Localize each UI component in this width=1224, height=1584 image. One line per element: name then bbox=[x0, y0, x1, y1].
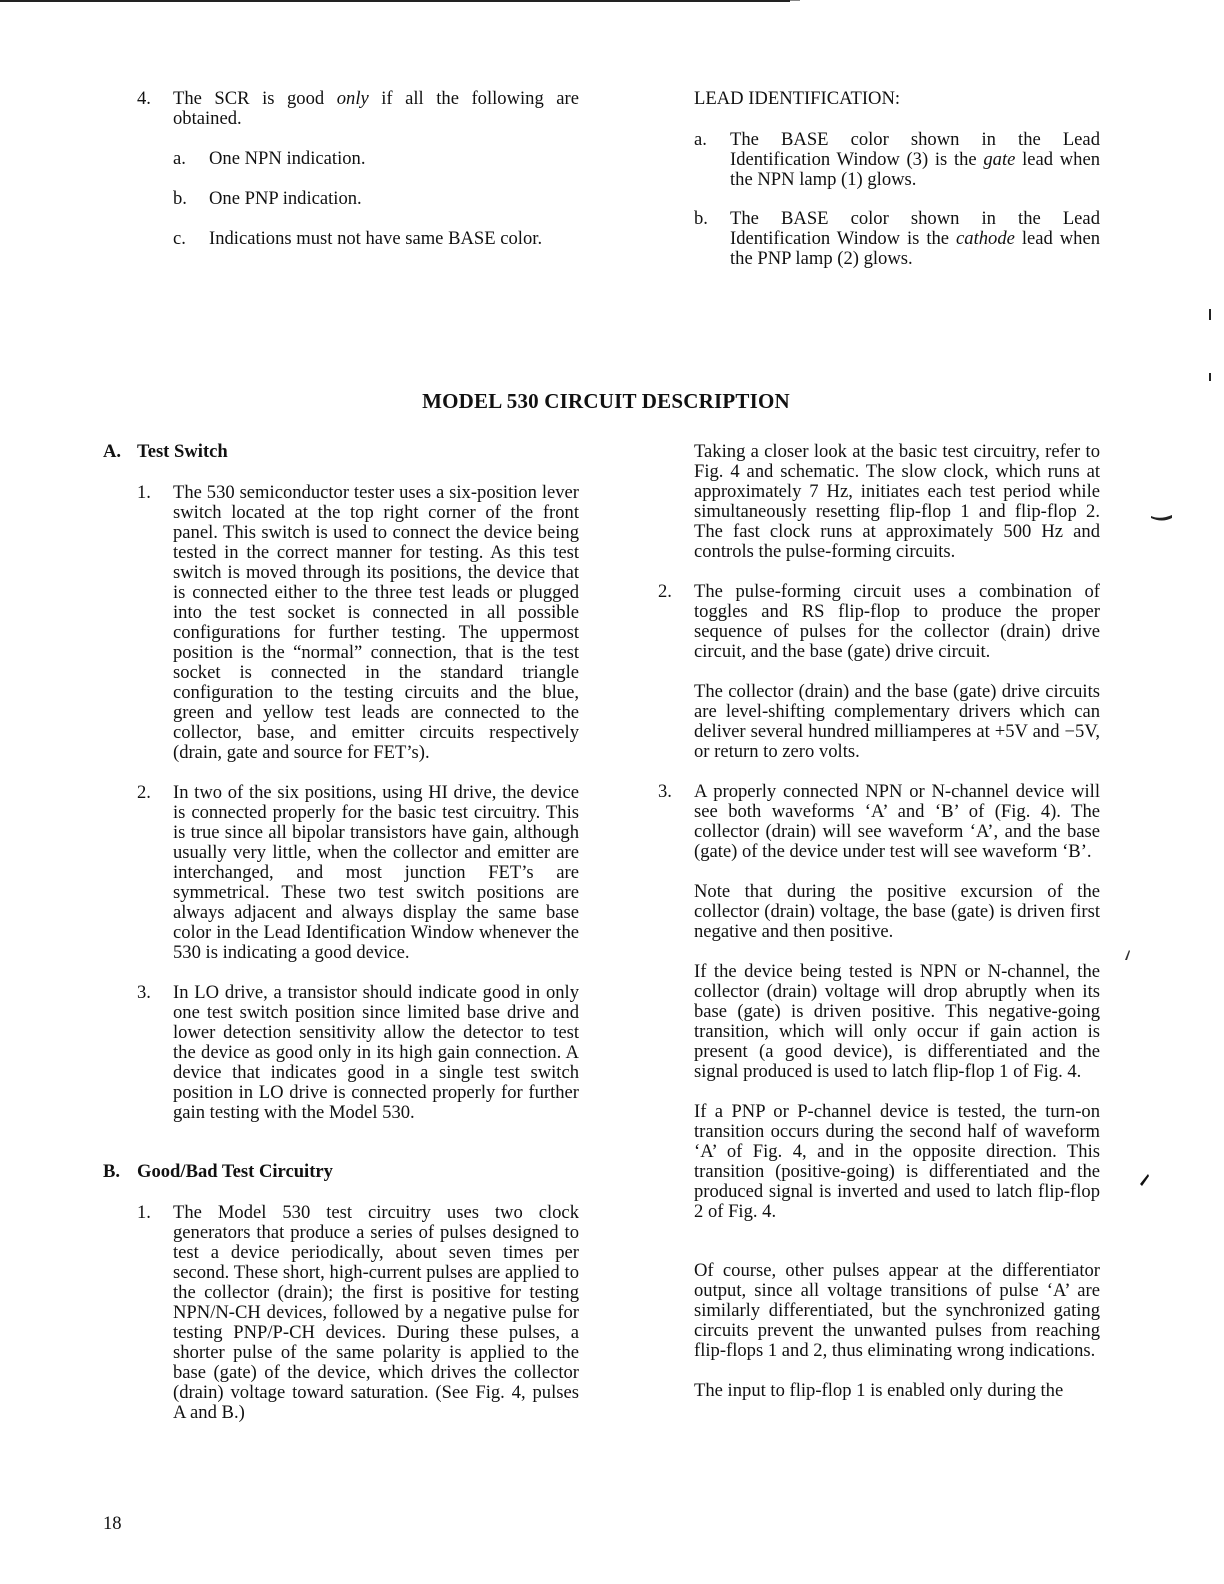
differentiator-paragraph: Of course, other pulses appear at the differentiator output, since all voltage transitions of pulse ‘A’ are similarly differentiated, but the synchronized gating circuits prevent the unwanted pulses from reaching flip-flops 1 and 2, thus eliminating wrong indications. bbox=[694, 1260, 1100, 1361]
scan-mark bbox=[1122, 948, 1132, 964]
scr-item-4 bbox=[137, 89, 579, 249]
pnp-paragraph: If a PNP or P-channel device is tested, the turn-on transition occurs during the second half of waveform ‘A’ of Fig. 4, and in the opposite direction. This transition (positive-going) is differentiated and the produced signal is inverted and used to latch flip-flop 2 of Fig. 4. bbox=[694, 1101, 1100, 1222]
right-item-2: 2. The pulse-forming circuit uses a combination of toggles and RS flip-flop to produce the proper sequence of pulses for the collector (drain) drive circuit, and the base (gate) drive circuit. The collector (drain) and the base (gate) drive circuits are level-shifting complementary drivers which can deliver several hundred milliamperes at +5V and −5V, or return to zero volts. bbox=[658, 581, 1100, 762]
right-item-3: 3. A properly connected NPN or N-channel device will see both waveforms ‘A’ and ‘B’ of (Fig. 4). The collector (drain) will see waveform ‘A’, and the base (gate) of the device under test will see waveform ‘B’. Note that during the positive excursion of the collector (drain) voltage, the base (gate) is driven first negative and then positive. If the device being tested is NPN or N-channel, the collector (drain) voltage will drop abruptly when its base (gate) is driven positive. This negative-going transition, which will only occur if gain action is present (a good device), is differentiated and the signal produced is used to latch flip-flop 1 of Fig. 4. If a PNP or P-channel device is tested, the turn-on transition occurs during the second half of waveform ‘A’ of Fig. 4, and in the opposite direction. This transition (positive-going) is differentiated and the produced signal is inverted and used to latch flip-flop 2 of Fig. 4. Of course, other pulses appear at the differentiator output, since all voltage transitions of pulse ‘A’ are similarly differentiated, but the synchronized gating circuits prevent the unwanted pulses from reaching flip-flops 1 and 2, thus eliminating wrong indications. The input to flip-flop 1 is enabled only during the bbox=[658, 781, 1100, 1401]
lead-id-item-b: b. The BASE color shown in the Lead Identification Window is the cathode lead when the PNP lamp (2) glows. bbox=[694, 208, 1101, 269]
section-b-item-1: 1. The Model 530 test circuitry uses two clock generators that produce a series of pulses designed to test a device periodically, about seven times per second. These short, high-current pulses are applied to the collector (drain); the first is positive for testing NPN/N-CH devices, followed by a negative pulse for testing PNP/P-CH devices. During these pulses, a shorter pulse of the same polarity is applied to the base (gate) of the device, which drives the collector (drain) voltage toward saturation. (See Fig. 4, pulses A and B.) bbox=[137, 1202, 579, 1423]
page-number: 18 bbox=[103, 1513, 122, 1534]
note-paragraph: Note that during the positive excursion of the collector (drain) voltage, the base (gate) is driven first negative and then positive. bbox=[694, 881, 1100, 942]
scan-mark bbox=[1207, 372, 1213, 384]
lead-id-item-a: a. The BASE color shown in the Lead Identification Window (3) is the gate lead when the NPN lamp (1) glows. bbox=[694, 129, 1100, 190]
scr-subitem-c: c. Indications must not have same BASE color. bbox=[173, 228, 543, 249]
section-a-item-1: 1. The 530 semiconductor tester uses a six-position lever switch located at the top right corner of the front panel. This switch is used to connect the device being tested in the correct manner for testing. As this test switch is moved through its positions, the device that is connected either to the three test leads or plugged into the test socket is connected in all possible configurations for further testing. The uppermost position is the “normal” connection, that is the test socket is connected in the standard triangle configuration to the testing circuits and the blue, green and yellow test leads are connected to the collector, base, and emitter circuits respectively (drain, gate and source for FET’s). bbox=[137, 482, 579, 763]
scr-criteria bbox=[137, 89, 579, 249]
left-column bbox=[103, 442, 579, 1423]
scr-subitem-b: b. One PNP indication. bbox=[173, 188, 362, 209]
scan-mark bbox=[1207, 308, 1213, 322]
scr-intro: The SCR is good only if all the following are obtained. bbox=[173, 88, 579, 129]
basic-circuitry-paragraph: Taking a closer look at the basic test circuitry, refer to Fig. 4 and schematic. The slow clock, which runs at approximately 7 Hz, initiates each test period while simultaneously resetting flip-flop 1 and flip-flop 2. The fast clock runs at approximately 500 Hz and controls the pulse-forming circuits. bbox=[694, 441, 1100, 562]
scr-subitem-a: a. One NPN indication. bbox=[173, 148, 366, 169]
item-number: 4. bbox=[137, 88, 151, 109]
lead-identification bbox=[694, 89, 1100, 269]
top-rule-tail bbox=[790, 0, 800, 1]
npn-paragraph: If the device being tested is NPN or N-channel, the collector (drain) voltage will drop abruptly when its base (gate) is driven positive. This negative-going transition, which will only occur if gain action is present (a good device), is differentiated and the signal produced is used to latch flip-flop 1 of Fig. 4. bbox=[694, 961, 1100, 1082]
section-a-item-3: 3. In LO drive, a transistor should indicate good in only one test switch position since limited base drive and lower detection sensitivity allow the detector to test the device as good only in its high gain connection. A device that indicates good in a single test switch position in LO drive is connected properly for further gain testing with the Model 530. bbox=[137, 982, 579, 1123]
lead-identification-heading: LEAD IDENTIFICATION: bbox=[694, 88, 901, 109]
scan-mark bbox=[1137, 1172, 1151, 1188]
section-a-heading: A. Test Switch bbox=[103, 441, 228, 462]
top-rule bbox=[0, 0, 790, 2]
flip-flop-input-paragraph: The input to flip-flop 1 is enabled only during the bbox=[694, 1380, 1064, 1401]
right-column bbox=[658, 442, 1100, 1401]
page-title: MODEL 530 CIRCUIT DESCRIPTION bbox=[422, 389, 790, 413]
scan-mark bbox=[1150, 512, 1174, 526]
drive-circuits-paragraph: The collector (drain) and the base (gate) drive circuits are level-shifting complementary drivers which can deliver several hundred milliamperes at +5V and −5V, or return to zero volts. bbox=[694, 681, 1100, 762]
section-b-heading: B. Good/Bad Test Circuitry bbox=[103, 1161, 333, 1182]
section-a-item-2: 2. In two of the six positions, using HI drive, the device is connected properly for the basic test circuitry. This is true since all bipolar transistors have gain, although usually very little, when the collector and emitter are interchanged, and most junction FET’s are symmetrical. These two test switch positions are always adjacent and always display the same base color in the Lead Identification Window whenever the 530 is indicating a good device. bbox=[137, 782, 579, 963]
